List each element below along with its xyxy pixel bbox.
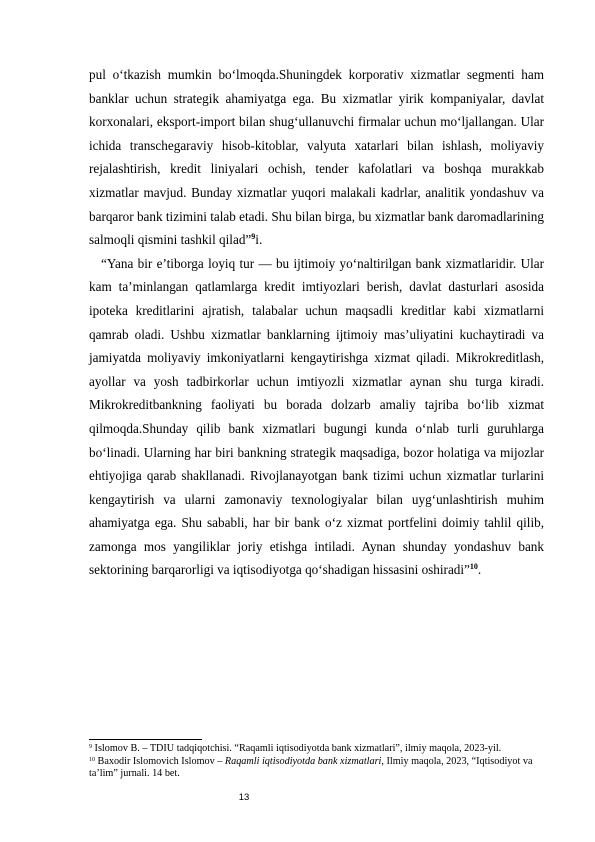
paragraph-1-text: pul o‘tkazish mumkin bo‘lmoqda.Shuningdek korporativ xizmatlar segmenti ham banklar uchun strategik ahamiyatga ega. Bu xizmatlar yirik kompaniyalar, davlat korxonalari, eksport-import bilan shug‘ullanuvchi firmalar uchun mo‘ljallangan. Ular ichida transchegaraviy hisob-kitoblar, valyuta xatarlari bilan ishlash, moliyaviy rejalashtirish, kredit liniyalari ochish, tender kafolatlari va boshqa murakkab xizmatlar mavjud. Bunday xizmatlar yuqori malakali kadrlar, analitik yondashuv va barqaror bank tizimini talab etadi. Shu bilan birga, bu xizmatlar bank daromadlarining salmoqli qismini tashkil qilad” bbox=[89, 67, 544, 248]
footnote-10-suffix: , Ilmiy maqola, 2023, “Iqtisodiyot va ta’lim” jurnali. 14 bet. bbox=[89, 755, 533, 780]
paragraph-2-end: . bbox=[477, 562, 482, 578]
footnotes bbox=[89, 743, 544, 781]
footnote-ref-10[interactable]: 10 bbox=[469, 562, 478, 572]
paragraph-2-text: “Yana bir e’tiborga loyiq tur — bu ijtimoiy yo‘naltirilgan bank xizmatlaridir. Ular kam ta’minlangan qatlamlarga kredit imtiyozlari berish, davlat dasturlari asosida ipoteka kreditlarini ajratish, talabalar uchun maqsadli kreditlar kabi xizmatlarni qamrab oladi. Ushbu xizmatlar banklarning ijtimoiy mas’uliyatini kuchaytiradi va jamiyatda moliyaviy imkoniyatlarni kengaytirishga xizmat qiladi. Mikrokreditlash, ayollar va yosh tadbirkorlar uchun imtiyozli xizmatlar aynan shu turga kiradi. Mikrokreditbankning faoliyati bu borada dolzarb amaliy tajriba bo‘lib xizmat qilmoqda.Shunday qilib bank xizmatlari bugungi kunda o‘nlab turli guruhlarga bo‘linadi. Ularning har biri bankning strategik maqsadiga, bozor holatiga va mijozlar ehtiyojiga qarab shakllanadi. Rivojlanayotgan bank tizimi uchun xizmatlar turlarini kengaytirish va ularni zamonaviy texnologiyalar bilan uyg‘unlashtirish muhim ahamiyatga ega. Shu sababli, har bir bank o‘z xizmat portfelini doimiy tahlil qilib, zamonga mos yangiliklar joriy etishga intiladi. Aynan shunday yondashuv bank sektorining barqarorligi va iqtisodiyotga qo‘shadigan hissasini oshiradi” bbox=[89, 255, 544, 578]
footnote-9-text: Islomov B. – TDIU tadqiqotchisi. “Raqamli iqtisodiyotda bank xizmatlari”, ilmiy maqola, 2023-yil. bbox=[92, 743, 502, 754]
paragraph-2 bbox=[89, 252, 544, 582]
footnote-separator bbox=[89, 739, 202, 740]
paragraph-1-end: i. bbox=[255, 232, 263, 248]
footnote-ref-9[interactable]: 9 bbox=[251, 232, 256, 242]
page-body bbox=[89, 63, 544, 582]
footnote-9-number: 9 bbox=[89, 744, 92, 750]
footnote-10 bbox=[89, 756, 544, 781]
paragraph-1 bbox=[89, 63, 544, 252]
footnote-10-prefix: Baxodir Islomovich Islomov – bbox=[95, 755, 225, 767]
footnote-10-number: 10 bbox=[89, 756, 95, 763]
footnote-9 bbox=[89, 743, 544, 756]
page-number: 13 bbox=[238, 792, 250, 803]
footnote-10-title: Raqamli iqtisodiyotda bank xizmatlari bbox=[224, 755, 382, 767]
